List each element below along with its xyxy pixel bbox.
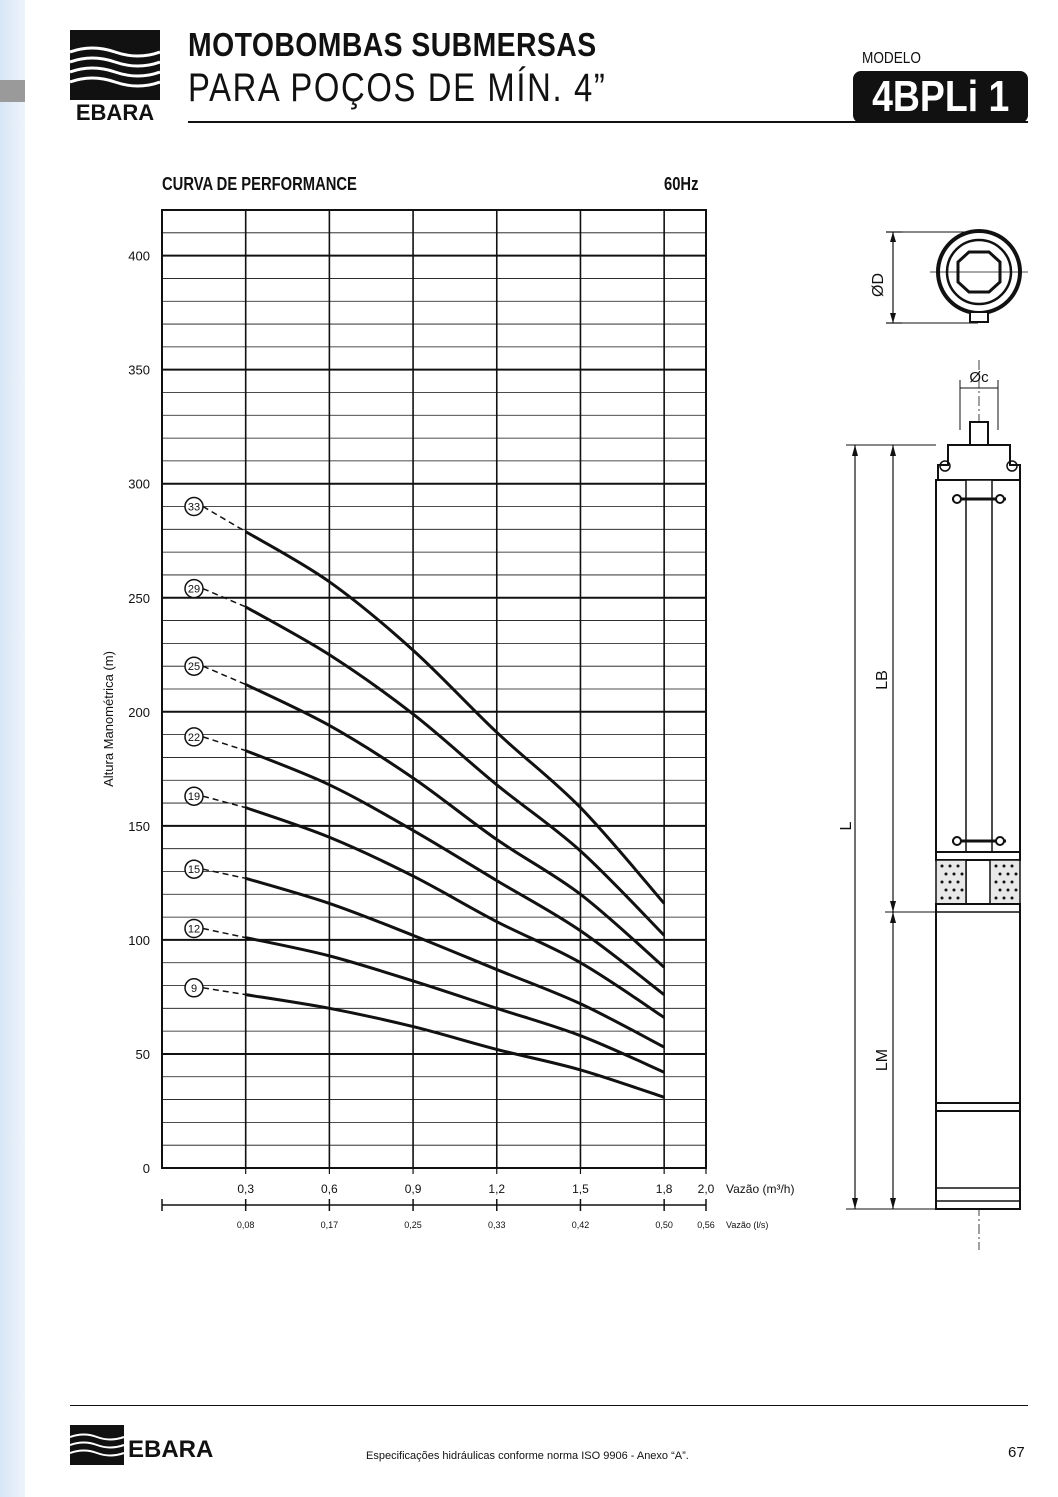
chart-frequency: 60Hz bbox=[664, 174, 699, 194]
dim-lm-label: LM bbox=[874, 1048, 891, 1072]
x-tick-label: 0,6 bbox=[321, 1182, 338, 1196]
series-dash-19 bbox=[203, 796, 246, 807]
y-tick-label: 200 bbox=[128, 704, 150, 720]
y-tick-label: 400 bbox=[128, 248, 150, 264]
series-dash-15 bbox=[203, 869, 246, 878]
series-label-19: 19 bbox=[187, 791, 201, 804]
series-dash-12 bbox=[203, 929, 246, 938]
page-subtitle: PARA POÇOS DE MÍN. 4” bbox=[188, 66, 607, 110]
x2-tick-label: 0,17 bbox=[320, 1220, 339, 1230]
x2-tick-label: 0,42 bbox=[571, 1220, 590, 1230]
x-tick-label: 0,3 bbox=[237, 1182, 255, 1196]
x2-tick-label: 0,25 bbox=[404, 1220, 422, 1230]
y-tick-label: 350 bbox=[128, 362, 150, 378]
dim-d-label: ØD bbox=[870, 273, 887, 297]
page-number: 67 bbox=[1008, 1444, 1025, 1461]
x-tick-label: 2,0 bbox=[697, 1182, 715, 1196]
x2-tick-label: 0,56 bbox=[697, 1220, 715, 1230]
dim-c-label: Øc bbox=[969, 369, 989, 386]
series-label-15: 15 bbox=[187, 864, 201, 877]
series-line-33 bbox=[246, 532, 664, 904]
y-axis-label: Altura Manométrica (m) bbox=[101, 651, 116, 787]
series-dash-22 bbox=[203, 737, 246, 751]
series-label-22: 22 bbox=[187, 731, 201, 744]
x2-tick-label: 0,50 bbox=[655, 1220, 673, 1230]
x-tick-label: 1,2 bbox=[488, 1182, 506, 1196]
y-tick-label: 100 bbox=[128, 932, 150, 948]
dim-l-label: L bbox=[838, 821, 855, 831]
series-line-9 bbox=[246, 995, 664, 1098]
footer-note: Especificações hidráulicas conforme norma ISO 9906 - Anexo “A”. bbox=[366, 1450, 689, 1462]
x2-axis-label: Vazão (l/s) bbox=[726, 1220, 769, 1230]
y-tick-label: 300 bbox=[128, 476, 150, 492]
x-tick-label: 0,9 bbox=[404, 1182, 422, 1196]
series-line-29 bbox=[246, 607, 664, 935]
x-tick-label: 1,8 bbox=[655, 1182, 673, 1196]
series-label-9: 9 bbox=[190, 982, 198, 995]
series-dash-25 bbox=[203, 666, 246, 684]
x-axis-label: Vazão (m³/h) bbox=[726, 1182, 795, 1196]
series-label-25: 25 bbox=[187, 661, 201, 674]
series-label-33: 33 bbox=[187, 501, 201, 514]
series-label-12: 12 bbox=[187, 923, 201, 936]
y-tick-label: 50 bbox=[135, 1046, 150, 1062]
footer-rule bbox=[70, 1405, 1028, 1406]
logo-text: EBARA bbox=[75, 100, 155, 122]
page-title: MOTOBOMBAS SUBMERSAS bbox=[188, 26, 597, 63]
chart-title: CURVA DE PERFORMANCE bbox=[162, 174, 357, 194]
series-dash-33 bbox=[203, 507, 246, 532]
x2-tick-label: 0,33 bbox=[488, 1220, 506, 1230]
model-name: 4BPLi 1 bbox=[871, 72, 1010, 121]
footer-logo-text: EBARA bbox=[128, 1436, 214, 1463]
series-label-29: 29 bbox=[187, 583, 201, 596]
y-tick-label: 0 bbox=[142, 1161, 150, 1176]
y-tick-label: 150 bbox=[128, 818, 150, 834]
series-dash-9 bbox=[203, 988, 246, 995]
model-label: MODELO bbox=[862, 50, 921, 67]
model-badge bbox=[853, 71, 1028, 123]
dim-lb-label: LB bbox=[874, 670, 891, 690]
x-tick-label: 1,5 bbox=[572, 1182, 589, 1196]
y-tick-label: 250 bbox=[128, 590, 150, 606]
footer-ebara-logo bbox=[70, 1423, 225, 1469]
pump-dimension-diagram bbox=[820, 222, 1040, 1252]
x2-tick-label: 0,08 bbox=[236, 1220, 255, 1230]
